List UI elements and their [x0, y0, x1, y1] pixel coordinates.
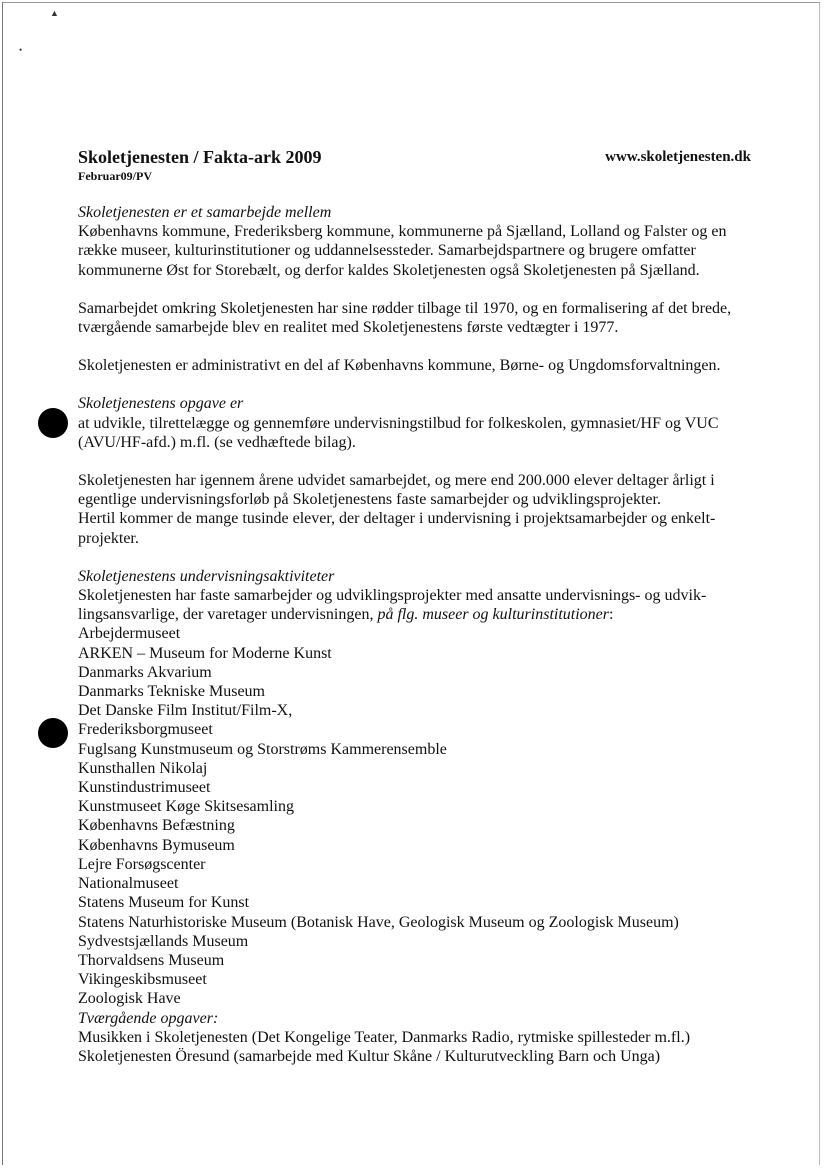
intro-text: Skoletjenesten har faste samarbejder og udviklingsprojekter med ansatte undervisnings- og udvik-lingsansvarlige, der varetager undervisningen, [78, 587, 707, 624]
paragraph: Skoletjenesten er administrativt en del af Københavns kommune, Børne- og Ungdomsforvaltningen. [78, 357, 721, 375]
list-item: Københavns Befæstning [78, 817, 235, 835]
website-url: www.skoletjenesten.dk [605, 149, 751, 165]
paragraph: Samarbejdet omkring Skoletjenesten har sine rødder tilbage til 1970, og en formalisering af det brede, tværgående samarbejde blev en realitet med Skoletjenestens første vedtægter i 1977. [78, 299, 732, 337]
cross-list [78, 1028, 754, 1066]
list-item: Arbejdermuseet [78, 625, 181, 643]
cross-heading: Tværgående opgaver: [78, 1009, 219, 1027]
intro-italic: på flg. museer og kulturinstitutioner [377, 606, 609, 624]
paragraph [78, 586, 754, 624]
list-item: Fuglsang Kunstmuseum og Storstrøms Kammerensemble [78, 740, 447, 758]
list-item: Kunsthallen Nikolaj [78, 759, 208, 777]
document-title: Skoletjenesten / Fakta-ark 2009 [78, 147, 322, 167]
list-item: Danmarks Akvarium [78, 663, 212, 681]
list-item: Skoletjenesten Öresund (samarbejde med Kultur Skåne / Kulturutveckling Barn och Unga) [78, 1047, 661, 1065]
list-item: Statens Naturhistoriske Museum (Botanisk Have, Geologisk Museum og Zoologisk Museum) [78, 913, 679, 931]
list-item: Kunstmuseet Køge Skitsesamling [78, 798, 294, 816]
section-heading: Skoletjenestens undervisningsaktiviteter [78, 567, 335, 585]
list-item: Nationalmuseet [78, 875, 179, 893]
list-item: Københavns Bymuseum [78, 836, 235, 854]
paragraph: Skoletjenesten har igennem årene udvidet samarbejdet, og mere end 200.000 elever deltager årligt i egentlige undervisningsforløb på Skoletjenestens faste samarbejder og udviklingsprojekter. [78, 472, 715, 509]
institution-list [78, 624, 754, 1008]
list-item: Vikingeskibsmuseet [78, 971, 207, 989]
list-item: Lejre Forsøgscenter [78, 855, 206, 873]
scan-speck: ▲ [50, 8, 59, 18]
section-heading: Skoletjenestens opgave er [78, 395, 244, 413]
list-item: Frederiksborgmuseet [78, 721, 213, 739]
list-item: Kunstindustrimuseet [78, 779, 211, 797]
paragraph: Københavns kommune, Frederiksberg kommune, kommunerne på Sjælland, Lolland og Falster og en række museer, kulturinstitutioner og uddannelsessteder. Samarbejdspartnere og brugere omfatter kommunerne Øst for Storebælt, og derfor kaldes Skoletjenesten også Skoletjenesten på Sjælland. [78, 223, 727, 279]
list-item: ARKEN – Museum for Moderne Kunst [78, 644, 332, 662]
section-heading: Skoletjenesten er et samarbejde mellem [78, 204, 332, 221]
list-item: Danmarks Tekniske Museum [78, 683, 265, 701]
list-item: Thorvaldsens Museum [78, 951, 225, 969]
list-item: Musikken i Skoletjenesten (Det Kongelige Teater, Danmarks Radio, rytmiske spillesteder m.fl.) [78, 1028, 691, 1046]
document-header [78, 146, 751, 184]
list-item: Zoologisk Have [78, 990, 181, 1008]
punch-hole [38, 718, 68, 748]
list-item: Sydvestsjællands Museum [78, 932, 249, 950]
intro-end: : [609, 606, 614, 624]
list-item: Det Danske Film Institut/Film-X, [78, 702, 293, 720]
paragraph: at udvikle, tilrettelægge og gennemføre undervisningstilbud for folkeskolen, gymnasiet/HF og VUC (AVU/HF-afd.) m.fl. (se vedhæftede bilag). [78, 414, 719, 451]
paragraph: Hertil kommer de mange tusinde elever, der deltager i undervisning i projektsamarbejder og enkelt-projekter. [78, 510, 716, 547]
scan-speck: • [19, 45, 23, 55]
list-item: Statens Museum for Kunst [78, 894, 250, 912]
document-body [78, 203, 754, 1066]
date-line: Februar09/PV [78, 169, 152, 183]
punch-hole [38, 408, 68, 438]
